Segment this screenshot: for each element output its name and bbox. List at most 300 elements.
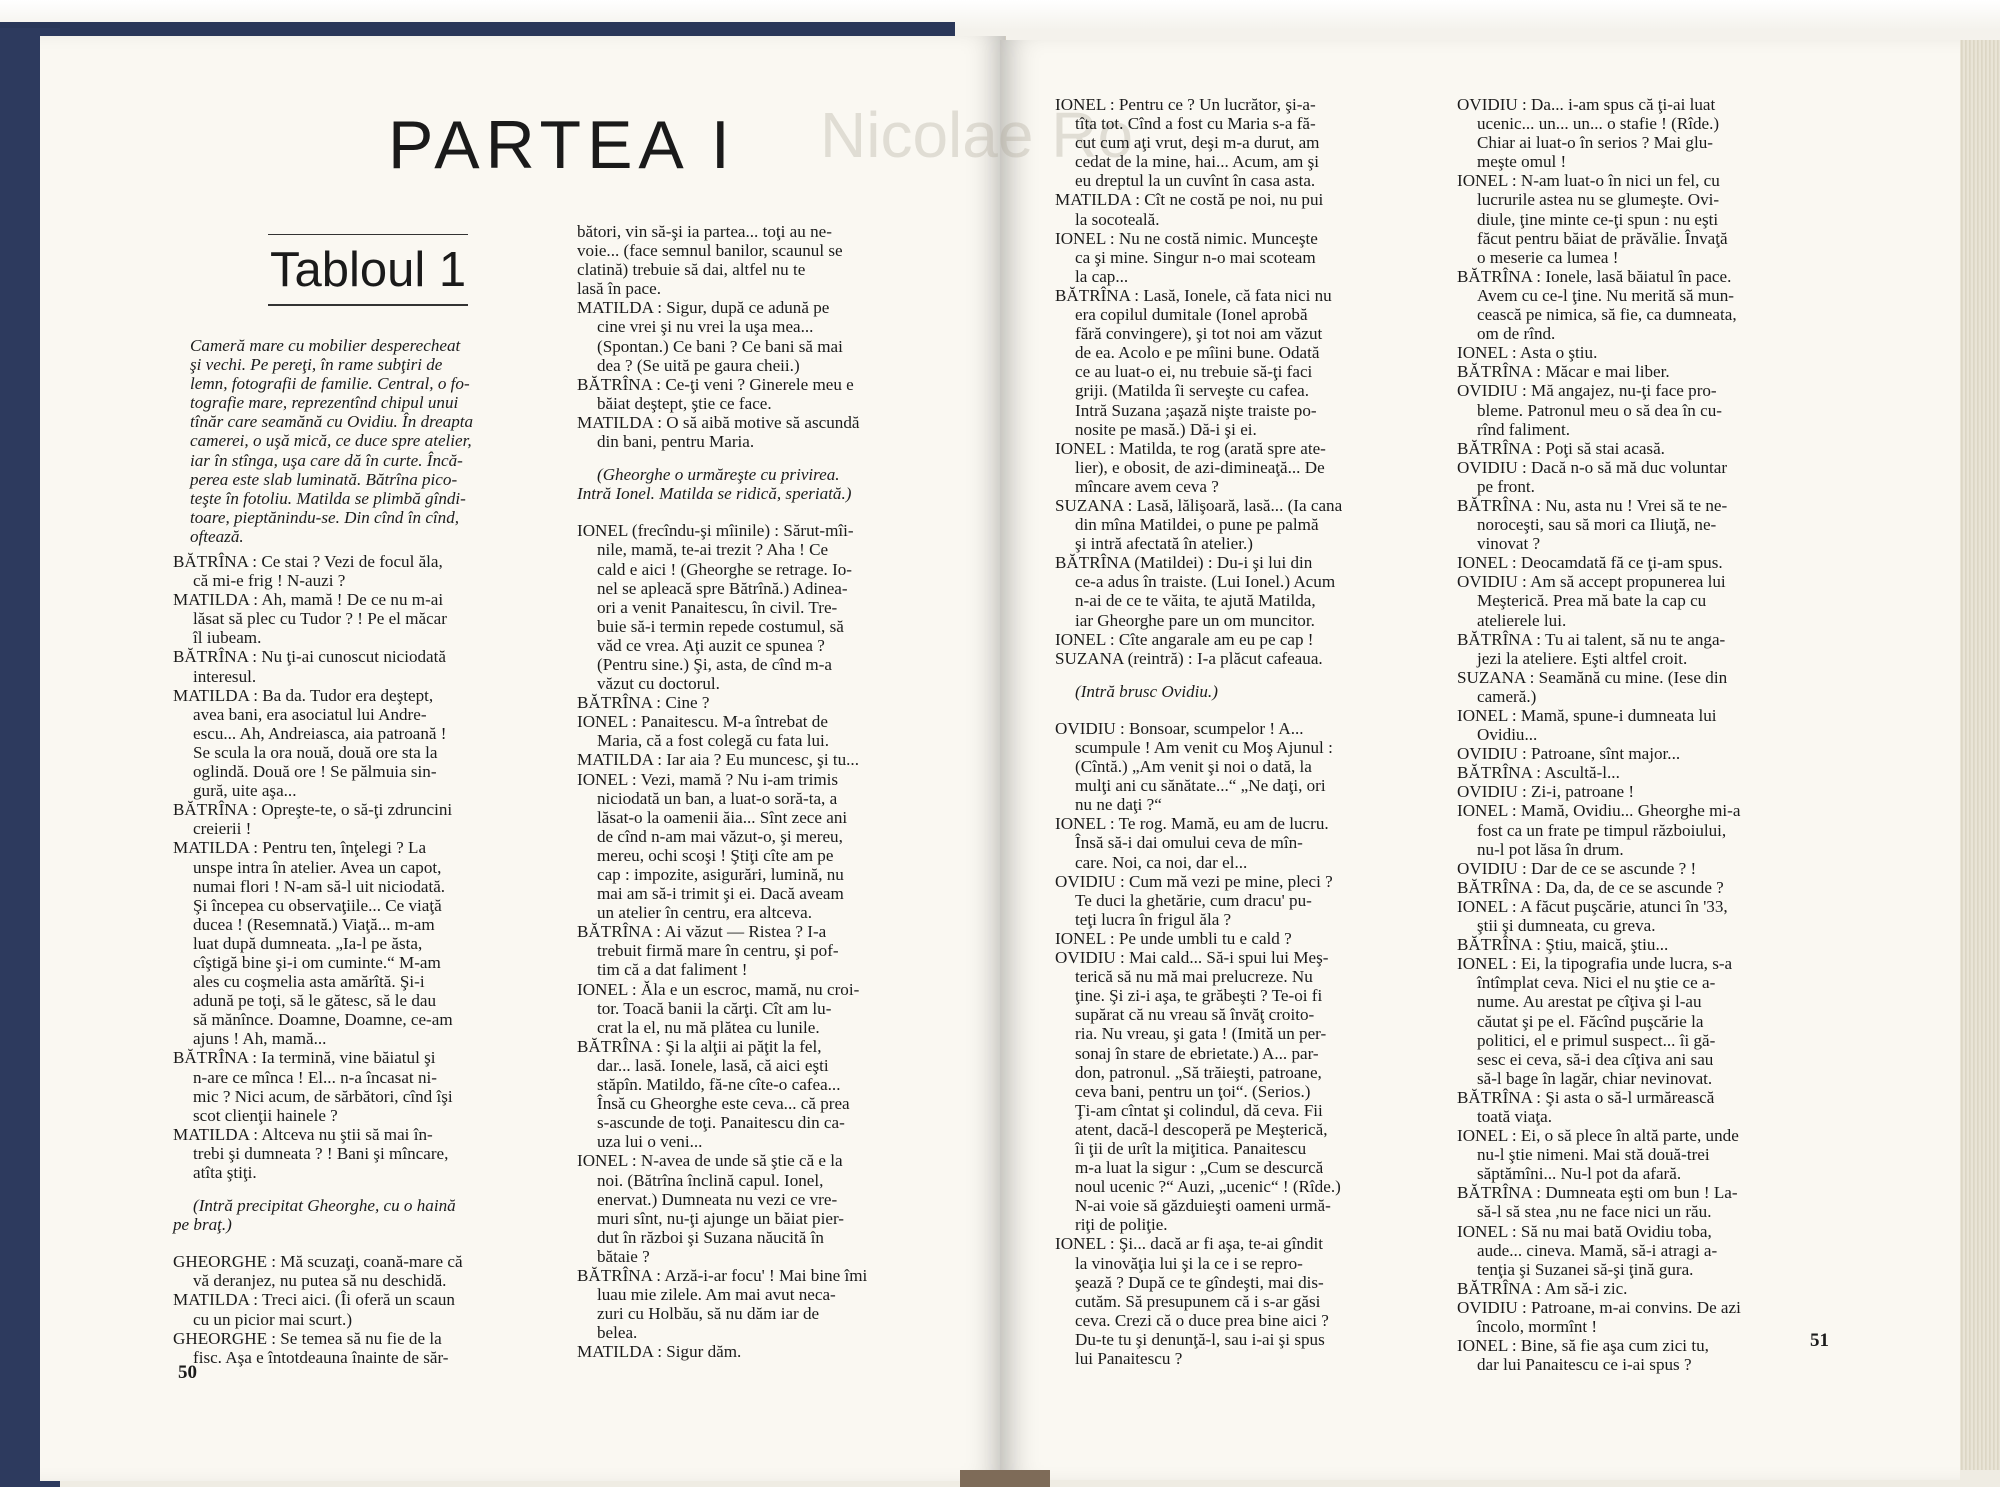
text-line: BĂTRÎNA : Ai văzut — Ristea ? I-a <box>577 922 827 942</box>
text-line: fost ca un frate pe timpul războiului, <box>1477 820 1727 840</box>
text-line: IONEL : Mamă, Ovidiu... Gheorghe mi-a <box>1457 801 1741 821</box>
dialogue-line <box>1055 948 1475 1234</box>
text-line: SUZANA : Seamănă cu mine. (Iese din <box>1457 667 1728 687</box>
text-line: MATILDA : Sigur dăm. <box>577 1342 742 1362</box>
text-line: noul ucenic ?“ Auzi, „ucenic“ ! (Rîde.) <box>1075 1177 1341 1197</box>
text-line: IONEL : Mamă, spune-i dumneata lui <box>1457 706 1717 725</box>
right-page <box>820 40 1960 1480</box>
text-line: stăpîn. Matildo, fă-ne cîte-o cafea... <box>597 1075 841 1095</box>
text-line: (Intră precipitat Gheorghe, cu o haină <box>193 1196 456 1216</box>
text-line: întîmplat ceva. Nici el nu ştie ce a- <box>1477 973 1716 993</box>
text-line: iar Gheorghe pare un om muncitor. <box>1075 610 1315 630</box>
text-line: era copilul dumitale (Ionel aprobă <box>1075 305 1308 325</box>
text-line: n-ai de ce te văita, te ajută Matilda, <box>1075 591 1316 611</box>
text-line: IONEL : N-am luat-o în nici un fel, cu <box>1457 171 1720 191</box>
dialogue-line <box>1457 1088 1877 1126</box>
text-line: IONEL : Bine, să fie aşa cum zici tu, <box>1457 1336 1709 1356</box>
text-line: Însă cu Gheorghe este ceva... că prea <box>597 1094 850 1114</box>
stage-description-line: Cameră mare cu mobilier desperecheat <box>190 336 461 355</box>
text-line: OVIDIU : Cum mă vezi pe mine, pleci ? <box>1055 871 1333 891</box>
book-spine-bottom <box>960 1470 1050 1487</box>
text-line: mîncare avem ceva ? <box>1075 476 1219 496</box>
text-line: griji. (Matilda îi serveşte cu cafea. <box>1075 381 1309 401</box>
dialogue-line <box>1457 1183 1877 1221</box>
text-line: IONEL : N-avea de unde să ştie că e la <box>577 1151 843 1171</box>
text-line: MATILDA : Pentru ten, înţelegi ? La <box>173 838 427 858</box>
text-line: la vinovăţia lui şi la ce i se repro- <box>1075 1253 1303 1273</box>
text-line: IONEL : Ei, la tipografia unde lucra, s-a <box>1457 954 1733 974</box>
dialogue-line <box>577 750 997 769</box>
text-line: m-a luat la sigur : „Cum se descurcă <box>1075 1158 1324 1178</box>
text-line: nume. Au arestat pe cîţiva şi l-au <box>1477 992 1702 1012</box>
text-line: BĂTRÎNA : Arză-i-ar focu' ! Mai bine îmi <box>577 1265 868 1285</box>
text-line: IONEL : Ei, o să plece în altă parte, unde <box>1457 1126 1739 1146</box>
text-line: ştii şi dumneata, cu greva. <box>1477 916 1656 936</box>
stage-direction <box>173 1196 593 1234</box>
dialogue-line <box>1055 286 1475 439</box>
text-line: bătaie ? <box>597 1246 650 1266</box>
text-line: Ovidiu... <box>1477 725 1538 745</box>
text-line: cameră.) <box>1477 686 1537 706</box>
text-line: BĂTRÎNA (Matildei) : Du-i şi lui din <box>1055 553 1313 573</box>
text-line: BĂTRÎNA : Ionele, lasă băiatul în pace. <box>1457 266 1732 286</box>
text-line: BĂTRÎNA : Am să-i zic. <box>1457 1278 1628 1298</box>
text-line: Se scula la ora nouă, două ore sta la <box>193 742 438 762</box>
text-line: să mănînce. Doamne, Doamne, ce-am <box>193 1010 453 1030</box>
text-line: nu-l pot lăsa în drum. <box>1477 839 1624 859</box>
text-line: bători, vin să-şi ia partea... toţi au ne- <box>577 222 832 241</box>
text-line: mereu, ochi scoşi ! Ştiţi cîte am pe <box>597 845 834 865</box>
text-line: văzut cu doctorul. <box>597 674 720 694</box>
text-line: nu-l ştie nimeni. Mai stă două-trei <box>1477 1145 1710 1165</box>
text-line: luau mie zilele. Am mai avut neca- <box>597 1285 836 1305</box>
dialogue-line <box>1457 782 1877 801</box>
page-edges <box>1955 40 2000 1470</box>
text-line: OVIDIU : Patroane, m-ai convins. De azi <box>1457 1297 1741 1317</box>
text-line: o meserie ca lumea ! <box>1477 247 1619 267</box>
text-line: IONEL : Ăla e un escroc, mamă, nu croi- <box>577 979 860 999</box>
text-line: BĂTRÎNA : Poţi să stai acasă. <box>1457 438 1665 458</box>
dialogue-line <box>173 1048 593 1124</box>
dialogue-line <box>1457 553 1877 572</box>
dialogue-line <box>1457 381 1877 438</box>
dialogue-line <box>577 1342 997 1361</box>
text-line: nel se apleacă spre Bătrînă.) Adinea- <box>597 578 848 598</box>
dialogue-line <box>1055 439 1475 496</box>
text-line: băiat deştept, ştie ce face. <box>597 393 772 413</box>
text-line: îi ţii de urît la miţitica. Panaitescu <box>1075 1138 1307 1158</box>
text-line: ca şi mine. Singur n-o mai scoteam <box>1075 247 1316 267</box>
text-line: riţi de poliţie. <box>1075 1215 1168 1235</box>
text-line: BĂTRÎNA : Dumneata eşti om bun ! La- <box>1457 1183 1738 1203</box>
text-line: teţi lucra în frigul ăla ? <box>1075 909 1232 929</box>
text-line: ales cu coşmelia asta amărîtă. Şi-i <box>193 972 425 992</box>
text-line: cîştigă bine şi-i om cuminte.“ M-am <box>193 952 441 972</box>
text-line: MATILDA : Treci aici. (Îi oferă un scaun <box>173 1290 455 1310</box>
text-line: un atelier în centru, era altceva. <box>597 903 812 923</box>
text-line: cap : impozite, asigurări, lumină, nu <box>597 865 844 884</box>
text-line: clatină) trebuie să dai, altfel nu te <box>577 260 806 280</box>
tableau-rule-top <box>268 234 468 235</box>
text-line: interesul. <box>193 666 257 686</box>
text-line: (Intră brusc Ovidiu.) <box>1075 681 1218 701</box>
text-line: Chiar ai luat-o în serios ? Mai glu- <box>1477 133 1713 153</box>
text-line: belea. <box>597 1323 638 1343</box>
text-line: terică să nu mă mai prelucreze. Nu <box>1075 967 1313 987</box>
text-line: OVIDIU : Zi-i, patroane ! <box>1457 782 1635 802</box>
dialogue-line <box>1457 878 1877 897</box>
dialogue-line <box>1457 630 1877 668</box>
text-line: rînd faliment. <box>1477 419 1571 439</box>
dialogue-line <box>1457 954 1877 1088</box>
dialogue-line <box>1457 1279 1877 1298</box>
ghost-text: Nicolae Ro <box>820 99 1134 171</box>
text-line: fisc. Aşa e întotdeauna înainte de săr- <box>193 1347 449 1367</box>
text-line: ucenic... un... un... o stafie ! (Rîde.) <box>1477 114 1720 134</box>
text-line: IONEL : Panaitescu. M-a întrebat de <box>577 712 828 732</box>
dialogue-line <box>173 647 593 685</box>
text-line: eu dreptul la un cuvînt în casa asta. <box>1075 171 1316 191</box>
text-line: tenţia şi Suzanei să-şi ţină gura. <box>1477 1259 1694 1279</box>
text-column-3 <box>1055 95 1475 1368</box>
text-line: ceva bani, pentru un ţoi“. (Serios.) <box>1075 1081 1311 1101</box>
text-line: mic ? Nici acum, de sărbători, cînd îşi <box>193 1086 453 1106</box>
text-line: să-l să stea ,nu ne face nici un rău. <box>1477 1202 1712 1222</box>
text-line: supărat că nu vreau să învăţ croito- <box>1075 1005 1315 1025</box>
text-line: lăsat să plec cu Tudor ? ! Pe el măcar <box>193 609 447 629</box>
text-line: mulţi ani cu sănătate...“ „Ne daţi, ori <box>1075 776 1326 796</box>
dialogue-line <box>173 552 593 590</box>
text-line: IONEL : Te rog. Mamă, eu am de lucru. <box>1055 814 1329 834</box>
text-line: BĂTRÎNA : Cine ? <box>577 693 710 713</box>
text-line: IONEL : Să nu mai bată Ovidiu toba, <box>1457 1221 1712 1241</box>
dialogue-line <box>1457 362 1877 381</box>
text-line: IONEL : Matilda, te rog (arată spre ate- <box>1055 438 1326 458</box>
text-line: pe braţ.) <box>173 1215 232 1235</box>
text-line: cu un picior mai scurt.) <box>193 1309 353 1329</box>
text-line: aude... cineva. Mamă, să-i atragi a- <box>1477 1240 1718 1260</box>
part-title: PARTEA I <box>388 107 736 183</box>
text-line: ori a venit Panaitescu, în civil. Tre- <box>597 597 838 617</box>
dialogue-line <box>1457 763 1877 782</box>
dialogue-line <box>173 1329 593 1367</box>
text-line: avea bani, era asociatul lui Andre- <box>193 704 427 724</box>
dialogue-line <box>1457 1126 1877 1183</box>
text-line: încolo, mormînt ! <box>1477 1317 1598 1336</box>
text-line: SUZANA : Lasă, lălişoară, lasă... (Ia cana <box>1055 495 1343 515</box>
text-line: BĂTRÎNA : Lasă, Ionele, că fata nici nu <box>1055 285 1332 305</box>
text-line: MATILDA : Ba da. Tudor era deştept, <box>173 685 434 705</box>
left-page <box>40 36 1006 1481</box>
text-line: bleme. Patronul meu o să dea în cu- <box>1477 400 1722 420</box>
text-line: BĂTRÎNA : Ascultă-l... <box>1457 763 1620 783</box>
text-line: sonaj în stare de ebrietate.) A... par- <box>1075 1043 1319 1063</box>
text-line: BĂTRÎNA : Tu ai talent, să nu te anga- <box>1457 629 1726 649</box>
dialogue-line <box>1457 744 1877 763</box>
text-line: buie să-i termin repede costumul, să <box>597 616 844 636</box>
dialogue-line <box>1055 649 1475 668</box>
text-line: s-ascunde de toţi. Panaitescu din ca- <box>597 1113 845 1133</box>
text-line: (Gheorghe o urmăreşte cu privirea. <box>597 465 840 485</box>
dialogue-line <box>1457 897 1877 935</box>
text-line: lăsat-o la oamenii ăia... Sînt zece ani <box>597 807 848 827</box>
text-line: sesc ei ceva, să-i dea cîţiva ani sau <box>1477 1049 1714 1069</box>
text-line: BĂTRÎNA : Ia termină, vine băiatul şi <box>173 1048 436 1068</box>
stage-description-line: şi vechi. Pe pereţi, în rame subţiri de <box>190 355 443 375</box>
text-line: OVIDIU : Dar de ce se ascunde ? ! <box>1457 858 1697 878</box>
text-line: BĂTRÎNA : Nu ţi-ai cunoscut niciodată <box>173 647 446 667</box>
text-line: ria. Nu vreau, şi gata ! (Imită un per- <box>1075 1024 1327 1044</box>
dialogue-line <box>577 693 997 712</box>
text-line: crat la el, nu mă plătea cu lunile. <box>597 1017 820 1037</box>
dialogue-line <box>1457 706 1877 744</box>
text-line: din mîna Matildei, o pune pe palmă <box>1075 515 1319 535</box>
text-line: Meşterică. Prea mă bate la cap cu <box>1477 591 1707 611</box>
dialogue-line <box>577 1266 997 1342</box>
text-line: vinovat ? <box>1477 534 1541 554</box>
text-line: (Pentru sine.) Şi, asta, de cînd m-a <box>597 654 832 674</box>
text-line: numai flori ! N-am să-l uit niciodată. <box>193 876 446 896</box>
stage-direction <box>577 465 997 503</box>
dialogue-line <box>1457 267 1877 343</box>
text-line: GHEORGHE : Se temea să nu fie de la <box>173 1328 442 1348</box>
dialogue-line <box>577 298 997 374</box>
text-line: Te duci la ghetărie, cum dracu' pu- <box>1075 890 1312 910</box>
text-line: SUZANA (reintră) : I-a plăcut cafeaua. <box>1055 648 1323 668</box>
text-line: MATILDA : Altceva nu ştii să mai în- <box>173 1124 433 1144</box>
stage-description-line: toare, pieptănindu-se. Din cînd în cînd, <box>190 507 460 527</box>
text-line: lasă în pace. <box>577 279 661 299</box>
text-line: BĂTRÎNA : Ce stai ? Vezi de focul ăla, <box>173 552 443 571</box>
dialogue-line <box>577 922 997 979</box>
text-line: vă deranjez, nu putea să nu deschidă. <box>193 1271 447 1291</box>
text-line: IONEL : Vezi, mamă ? Nu i-am trimis <box>577 769 839 789</box>
text-line: luat după dumneata. „Ia-l pe ăsta, <box>193 933 423 953</box>
text-line: OVIDIU : Dacă n-o să mă duc voluntar <box>1457 457 1728 477</box>
dialogue-line <box>1457 572 1877 629</box>
text-line: unspe intra în atelier. Avea un capot, <box>193 857 442 877</box>
text-line: zuri cu Holbău, să nu dăm iar de <box>597 1304 820 1324</box>
text-line: săptămîni... Nu-l pot da afară. <box>1477 1164 1682 1184</box>
text-column-1 <box>173 552 593 1367</box>
text-line: Du-te tu şi denunţă-l, sau i-ai şi spus <box>1075 1329 1325 1349</box>
text-line: meşte omul ! <box>1477 152 1567 172</box>
dialogue-line <box>1055 872 1475 929</box>
dialogue-line <box>1457 801 1877 858</box>
text-line: (Cîntă.) „Am venit şi noi o dată, la <box>1075 757 1312 777</box>
text-line: BĂTRÎNA : Şi asta o să-l urmărească <box>1457 1087 1715 1107</box>
text-line: IONEL : Deocamdată fă ce ţi-am spus. <box>1457 553 1723 573</box>
text-line: noroceşti, sau să mori ca Iliuţă, ne- <box>1477 515 1717 535</box>
text-line: atelierele lui. <box>1477 610 1567 630</box>
stage-description-line: perea este slab luminată. Bătrîna pico- <box>190 469 458 489</box>
text-line: ceva. Crezi că o duce prea bine aici ? <box>1075 1310 1329 1330</box>
text-line: trebuit firmă mare în centru, şi pof- <box>597 941 839 961</box>
text-line: Şi începea cu observaţiile... Ce viaţă <box>193 895 442 915</box>
dialogue-line <box>1055 814 1475 871</box>
text-line: politici, el e primul suspect... îi gă- <box>1477 1030 1716 1050</box>
text-line: fără convingere), şi tot noi am văzut <box>1075 324 1323 344</box>
text-line: ajuns ! Ah, mamă... <box>193 1029 327 1049</box>
text-line: OVIDIU : Mă angajez, nu-ţi face pro- <box>1457 381 1717 401</box>
dialogue-line <box>1457 859 1877 878</box>
page-number-right: 51 <box>1810 1330 1829 1351</box>
text-line: nile, mamă, te-ai trezit ? Aha ! Ce <box>597 540 829 560</box>
text-line: diule, ţine minte ce-ţi spun : nu eşti <box>1477 209 1719 229</box>
text-line: BĂTRÎNA : Opreşte-te, o să-ţi zdruncini <box>173 800 453 820</box>
stage-description <box>190 336 590 546</box>
text-line: că mi-e frig ! N-auzi ? <box>193 571 346 591</box>
text-line: BĂTRÎNA : Ce-ţi veni ? Ginerele meu e <box>577 374 854 394</box>
text-line: enervat.) Dumneata nu vezi ce vre- <box>597 1189 838 1209</box>
dialogue-line <box>1457 1222 1877 1279</box>
text-line: jezi la ateliere. Eşti altfel croit. <box>1477 648 1688 668</box>
text-line: care. Noi, ca noi, dar el... <box>1075 852 1248 872</box>
text-line: ce-a adus în traiste. (Lui Ionel.) Acum <box>1075 572 1336 592</box>
text-line: noi. (Bătrîna înclină capul. Ionel, <box>597 1170 824 1190</box>
text-line: IONEL (frecîndu-şi mîinile) : Sărut-mîi- <box>577 521 854 541</box>
dialogue-line <box>1457 439 1877 458</box>
text-line: dar lui Panaitescu ce i-ai spus ? <box>1477 1355 1692 1375</box>
text-line: cine vrei şi nu vrei la uşa mea... <box>597 317 814 337</box>
text-line: de ea. Acolo e pe mîini bune. Odată <box>1075 343 1320 363</box>
text-line: MATILDA : O să aibă motive să ascundă <box>577 412 860 432</box>
text-line: cească pe nimica, să fie, ca dumneata, <box>1477 305 1737 325</box>
text-line: MATILDA : Sigur, după ce adună pe <box>577 298 830 318</box>
text-line: cutăm. Să presupunem că i s-ar găsi <box>1075 1291 1321 1311</box>
text-line: BĂTRÎNA : Măcar e mai liber. <box>1457 362 1670 382</box>
text-line: scot clienţii hainele ? <box>193 1105 338 1125</box>
dialogue-line <box>1457 668 1877 706</box>
dialogue-line <box>173 1125 593 1182</box>
text-line: MATILDA : Ah, mamă ! De ce nu m-ai <box>173 590 444 610</box>
stage-description-line: teşte în fotoliu. Matilda se plimbă gîndi- <box>190 488 466 508</box>
dialogue-line <box>577 1151 997 1266</box>
text-line: gură, uite aşa... <box>193 781 297 801</box>
text-line: Intră Ionel. Matilda se ridică, speriată.) <box>577 484 852 504</box>
dialogue-line <box>1055 719 1475 814</box>
text-line: (Spontan.) Ce bani ? Ce bani să mai <box>597 336 843 356</box>
text-line: IONEL : Pentru ce ? Un lucrător, şi-a- <box>1055 95 1316 114</box>
text-line: nosite pe masă.) Dă-i şi ei. <box>1075 419 1257 439</box>
text-line: dar... lasă. Ionele, lasă, că aici eşti <box>597 1055 829 1075</box>
text-line: adună pe toţi, să le gătesc, să le dau <box>193 991 437 1011</box>
text-line: la cap... <box>1075 266 1129 286</box>
dialogue-line <box>173 686 593 801</box>
text-column-2 <box>577 222 997 1361</box>
text-line: BĂTRÎNA : Da, da, de ce se ascunde ? <box>1457 877 1724 897</box>
text-line: de cînd n-am mai văzut-o, şi mereu, <box>597 826 843 846</box>
text-line: uza lui o veni... <box>597 1132 703 1152</box>
text-line: n-are ce mînca ! El... n-a încasat ni- <box>193 1067 437 1087</box>
text-line: IONEL : Cîte angarale am eu pe cap ! <box>1055 629 1314 649</box>
text-line: OVIDIU : Bonsoar, scumpelor ! A... <box>1055 718 1304 738</box>
dialogue-line <box>1457 458 1877 496</box>
tableau-title: Tabloul 1 <box>270 243 467 297</box>
stage-description-line: lemn, fotografii de familie. Central, o fo- <box>190 374 470 394</box>
dialogue-line <box>577 375 997 413</box>
text-line: văd ce vrea. Aţi auzit ce spunea ? <box>597 635 825 655</box>
text-line: OVIDIU : Da... i-am spus că ţi-ai luat <box>1457 95 1716 114</box>
dialogue-line <box>577 413 997 451</box>
text-line: creierii ! <box>193 819 252 839</box>
dialogue-line <box>1457 95 1877 171</box>
dialogue-line <box>577 712 997 750</box>
text-line: voie... (face semnul banilor, scaunul se <box>577 241 843 261</box>
text-line: nu ne daţi ?“ <box>1075 795 1162 815</box>
dialogue-line <box>1055 229 1475 286</box>
text-line: MATILDA : Iar aia ? Eu muncesc, şi tu... <box>577 750 859 770</box>
dialogue-line <box>173 590 593 647</box>
dialogue-line <box>1457 343 1877 362</box>
text-line: cald e aici ! (Gheorghe se retrage. Io- <box>597 559 853 579</box>
text-line: niciodată un ban, a luat-o soră-ta, a <box>597 788 838 808</box>
dialogue-line <box>1055 95 1475 190</box>
text-line: atent, dacă-l descoperă pe Meşterică, <box>1075 1119 1328 1139</box>
stage-description-line: camerei, o uşă mică, ce duce spre atelier, <box>190 431 472 451</box>
dialogue-line <box>173 800 593 838</box>
text-line: la socoteală. <box>1075 209 1160 229</box>
text-line: tim că a dat faliment ! <box>597 960 748 980</box>
dialogue-line <box>1055 553 1475 629</box>
text-line: tor. Toacă banii la cărţi. Cît am lu- <box>597 998 832 1018</box>
text-line: lucrurile astea nu se glumeşte. Ovi- <box>1477 190 1720 210</box>
dialogue-line <box>577 770 997 923</box>
dialogue-line <box>1055 630 1475 649</box>
text-line: IONEL : Pe unde umbli tu e cald ? <box>1055 928 1292 948</box>
dialogue-line <box>577 521 997 693</box>
stage-description-line: oftează. <box>190 526 244 546</box>
text-line: trebi şi dumneata ? ! Bani şi mîncare, <box>193 1143 449 1163</box>
text-line: făcut pentru băiat de prăvălie. Învaţă <box>1477 228 1728 248</box>
text-line: să-l bage în lagăr, chiar nevinovat. <box>1477 1068 1713 1088</box>
text-line: Intră Suzana ;aşază nişte traiste po- <box>1075 400 1317 420</box>
text-line: oglindă. Două ore ! Se pălmuia sin- <box>193 762 437 782</box>
dialogue-line <box>577 1037 997 1152</box>
stage-description-line: iar în stînga, uşa care dă în curte. Încă- <box>190 450 463 470</box>
text-line: IONEL : A făcut puşcărie, atunci în '33, <box>1457 896 1728 916</box>
stage-description-line: tografie mare, reprezentînd chipul unui <box>190 393 459 413</box>
text-line: dea ? (Se uită pe gaura cheii.) <box>597 355 800 375</box>
text-line: scumpule ! Am venit cu Moş Ajunul : <box>1075 738 1333 757</box>
text-line: pe front. <box>1477 476 1535 496</box>
text-line: BĂTRÎNA : Şi la alţii ai păţit la fel, <box>577 1036 822 1056</box>
text-line: şează ? După ce te gîndeşti, mai dis- <box>1075 1272 1324 1292</box>
text-line: don, patronul. „Să trăieşti, patroane, <box>1075 1062 1322 1082</box>
text-line: ducea ! (Resemnată.) Viaţă... m-am <box>193 914 435 934</box>
text-line: BĂTRÎNA : Nu, asta nu ! Vrei să te ne- <box>1457 495 1728 515</box>
text-column-4 <box>1457 95 1877 1374</box>
tableau-rule-bottom <box>268 304 468 306</box>
dialogue-continuation <box>577 222 997 298</box>
text-line: căutat şi pe el. Făcînd puşcărie la <box>1477 1011 1704 1031</box>
page-number-left: 50 <box>178 1362 197 1383</box>
stage-direction <box>1055 682 1475 701</box>
text-line: GHEORGHE : Mă scuzaţi, coană-mare că <box>173 1252 463 1272</box>
text-line: cut cum aţi vrut, deşi m-a durut, am <box>1075 133 1320 153</box>
dialogue-line <box>1457 935 1877 954</box>
text-line: dut în război şi Suzana năucită în <box>597 1227 824 1247</box>
text-line: tîta tot. Cînd a fost cu Maria s-a fă- <box>1075 114 1316 134</box>
text-line: IONEL : Asta o ştiu. <box>1457 343 1598 363</box>
text-line: cedat de la mine, hai... Acum, am şi <box>1075 152 1319 172</box>
dialogue-line <box>1055 496 1475 553</box>
dialogue-line <box>1457 171 1877 266</box>
text-line: şi intră afectată în atelier.) <box>1075 534 1253 554</box>
dialogue-line <box>173 1252 593 1290</box>
text-line: IONEL : Nu ne costă nimic. Munceşte <box>1055 228 1318 248</box>
text-line: ţine. Şi zi-i aşa, te grăbeşti ? Te-oi fi <box>1075 986 1323 1006</box>
